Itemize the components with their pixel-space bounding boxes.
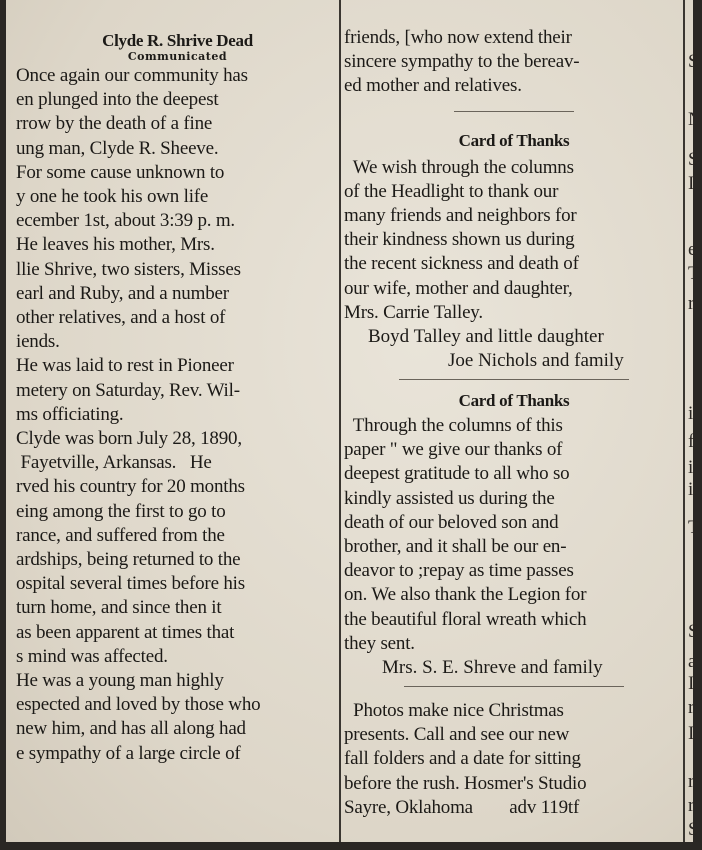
newspaper-page [6,0,702,842]
clipped-letter: r [688,293,695,314]
card-1-line: of the Headlight to thank our [344,180,559,202]
card-1-line: our wife, mother and daughter, [344,277,573,299]
divider [399,379,629,380]
obituary-line: ung man, Clyde R. Sheeve. [16,137,219,159]
clipped-letter: i [688,403,694,424]
clipped-letter: S [688,51,699,72]
card-2-line: Through the columns of this [344,415,563,437]
obituary-headline: Clyde R. Shrive Dead [102,31,253,50]
obituary-line: as been apparent at times that [16,621,235,643]
notices-column [344,0,684,842]
divider [454,111,574,112]
card-2-line: brother, and it shall be our en- [344,536,567,558]
card-2-line: on. We also thank the Legion for [344,584,587,606]
card-2-line: deepest gratitude to all who so [344,463,570,485]
obituary-line: ecember 1st, about 3:39 p. m. [16,210,235,232]
ad-line: fall folders and a date for sitting [344,748,581,770]
card-2-line: paper " we give our thanks of [344,439,563,461]
card-1-line: the recent sickness and death of [344,253,579,275]
obituary-continuation [344,0,684,99]
continuation-line: ed mother and relatives. [344,75,522,97]
obituary-line: He leaves his mother, Mrs. [16,234,215,256]
ad-line: presents. Call and see our new [344,724,570,746]
studio-advertisement [344,699,684,820]
clipped-letter: I [688,673,695,694]
obituary-line: s mind was affected. [16,645,168,667]
obituary-line: earl and Ruby, and a number [16,282,229,304]
clipped-letter: i [688,479,694,500]
obituary-line: e sympathy of a large circle of [16,742,241,764]
ad-line: Photos make nice Christmas [344,700,564,722]
card-of-thanks-2-signature: Mrs. S. E. Shreve and family [382,657,603,679]
obituary-line: ospital several times before his [16,573,245,595]
obituary-line: llie Shrive, two sisters, Misses [16,258,241,280]
obituary-line: turn home, and since then it [16,597,222,619]
clipped-letter: r [688,697,695,718]
clipped-letter: S [688,621,699,642]
obituary-line: y one he took his own life [16,186,209,208]
obituary-line: rved his country for 20 months [16,476,245,498]
obituary-body [16,64,339,766]
obituary-line: ms officiating. [16,403,124,425]
obituary-line: Fayetville, Arkansas. He [16,452,212,474]
card-of-thanks-1-signature-2: Joe Nichols and family [448,350,624,372]
clipped-letter: N [688,109,702,130]
clipped-letter: I [688,723,695,744]
obituary-line: ardships, being returned to the [16,549,241,571]
obituary-column [16,0,339,842]
obituary-line: en plunged into the deepest [16,89,219,111]
ad-line: Sayre, Oklahoma adv 119tf [344,796,580,818]
clipped-letter: I [688,173,695,194]
obituary-byline: Communicated [127,50,228,63]
clipped-letter: T [688,517,700,538]
obituary-line: new him, and has all along had [16,718,246,740]
obituary-line: rance, and suffered from the [16,524,225,546]
column-rule [339,0,341,842]
card-1-line: Mrs. Carrie Talley. [344,301,483,323]
obituary-line: rrow by the death of a fine [16,113,213,135]
clipped-letter: S [688,149,699,170]
clipped-letter: r [688,771,695,792]
clipped-letter: i [688,457,694,478]
card-1-line: We wish through the columns [344,156,574,178]
card-2-line: deavor to ;repay as time passes [344,560,574,582]
card-2-line: they sent. [344,632,415,654]
card-of-thanks-1-body [344,156,684,325]
card-of-thanks-1-signature-1: Boyd Talley and little daughter [368,326,604,348]
obituary-line: For some cause unknown to [16,161,225,183]
card-1-line: their kindness shown us during [344,229,575,251]
obituary-line: eing among the first to go to [16,500,226,522]
card-of-thanks-2-body [344,414,684,656]
obituary-line: other relatives, and a host of [16,307,226,329]
clipped-letter: f [688,431,695,452]
obituary-line: metery on Saturday, Rev. Wil- [16,379,240,401]
obituary-line: iends. [16,331,60,353]
obituary-line: espected and loved by those who [16,694,261,716]
card-2-line: kindly assisted us during the [344,487,555,509]
continuation-line: friends, [who now extend their [344,27,572,48]
continuation-line: sincere sympathy to the bereav- [344,51,580,73]
ad-line: before the rush. Hosmer's Studio [344,772,587,794]
obituary-line: Clyde was born July 28, 1890, [16,428,242,450]
obituary-line: He was a young man highly [16,670,224,692]
clipped-next-column [688,0,702,842]
clipped-letter: a [688,651,697,672]
obituary-line: He was laid to rest in Pioneer [16,355,234,377]
card-2-line: death of our beloved son and [344,511,559,533]
divider [404,686,624,687]
clipped-letter: e [688,239,697,260]
card-1-line: many friends and neighbors for [344,205,577,227]
card-of-thanks-2-headline: Card of Thanks [458,391,570,411]
obituary-line: Once again our community has [16,65,248,86]
card-of-thanks-1-headline: Card of Thanks [458,130,570,150]
clipped-letter: T [688,263,700,284]
clipped-letter: r [688,795,695,816]
card-2-line: the beautiful floral wreath which [344,608,587,630]
clipped-letter: S [688,819,699,840]
